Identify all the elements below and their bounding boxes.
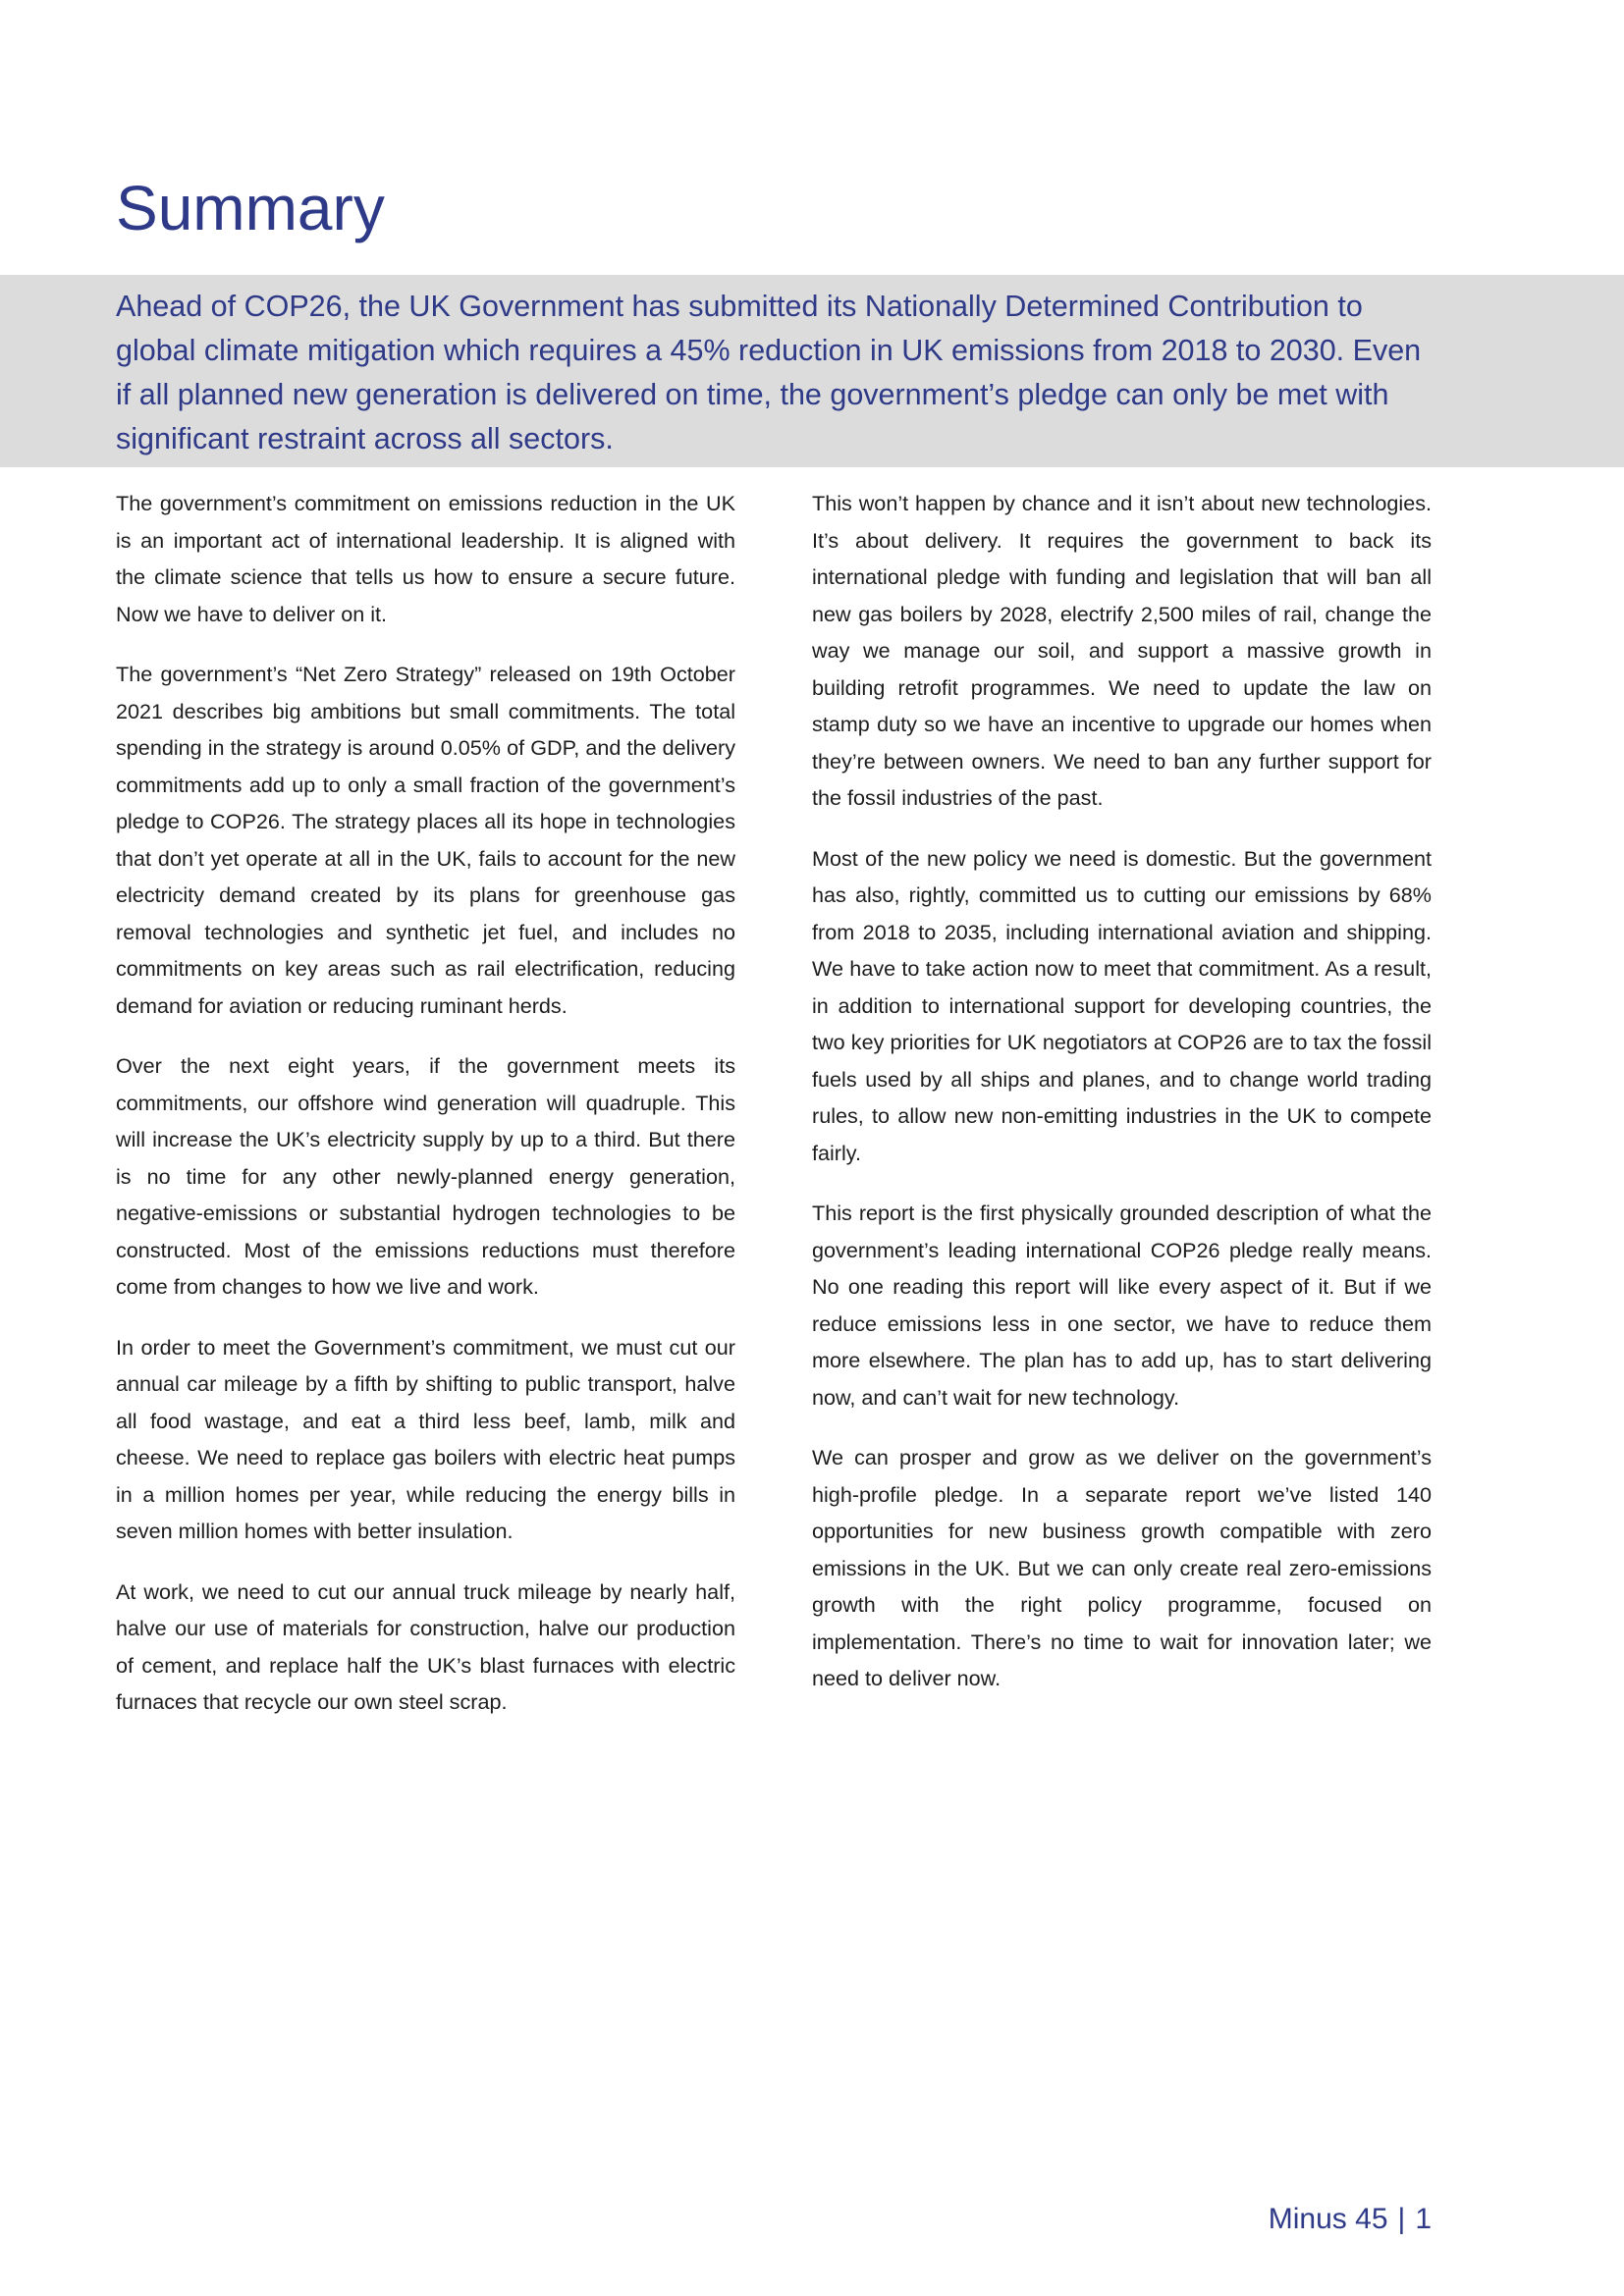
- left-column: [116, 485, 735, 1744]
- footer-separator: |: [1397, 2203, 1406, 2235]
- body-paragraph: Most of the new policy we need is domestic. But the government has also, rightly, committed us to cutting our emissions by 68% from 2018 to 2035, including international aviation and shipping. We have to take action now to meet that commitment. As a result, in addition to international support for developing countries, the two key priorities for UK negotiators at COP26 are to tax the fossil fuels used by all ships and planes, and to change world trading rules, to allow new non-emitting industries in the UK to compete fairly.: [812, 845, 1432, 1165]
- body-paragraph: At work, we need to cut our annual truck mileage by nearly half, halve our use of materials for construction, halve our production of cement, and replace half the UK’s blast furnaces with electric furnaces that recycle our own steel scrap.: [116, 1578, 735, 1714]
- body-paragraph: The government’s “Net Zero Strategy” released on 19th October 2021 describes big ambitions but small commitments. The total spending in the strategy is around 0.05% of GDP, and the delivery commitments add up to only a small fraction of the government’s pledge to COP26. The strategy places all its hope in technologies that don’t yet operate at all in the UK, fails to account for the new electricity demand created by its plans for greenhouse gas removal technologies and synthetic jet fuel, and includes no commitments on key areas such as rail electrification, reducing demand for aviation or reducing ruminant herds.: [116, 662, 735, 1018]
- body-paragraph: This won’t happen by chance and it isn’t about new technologies. It’s about delivery. It requires the government to back its international pledge with funding and legislation that will ban all new gas boilers by 2028, electrify 2,500 miles of rail, change the way we manage our soil, and support a massive growth in building retrofit programmes. We need to update the law on stamp duty so we have an incentive to upgrade our homes when they’re between owners. We need to ban any further support for the fossil industries of the past.: [812, 491, 1432, 810]
- publication-name: Minus 45: [1268, 2203, 1388, 2235]
- intro-summary: Ahead of COP26, the UK Government has submitted its Nationally Determined Contribution to global climate mitigation which requires a 45% reduction in UK emissions from 2018 to 2030. Even if all planned new generation is delivered on time, the government’s pledge can only be met with significant restraint across all sectors.: [116, 290, 1422, 455]
- page-title: Summary: [116, 173, 385, 243]
- right-column: [812, 485, 1432, 1721]
- body-paragraph: Over the next eight years, if the government meets its commitments, our offshore wind generation will quadruple. This will increase the UK’s electricity supply by up to a third. But there is no time for any other newly-planned energy generation, negative-emissions or substantial hydrogen technologies to be constructed. Most of the emissions reductions must therefore come from changes to how we live and work.: [116, 1053, 735, 1299]
- body-paragraph: In order to meet the Government’s commitment, we must cut our annual car mileage by a fifth by shifting to public transport, halve all food wastage, and eat a third less beef, lamb, milk and cheese. We need to replace gas boilers with electric heat pumps in a million homes per year, while reducing the energy bills in seven million homes with better insulation.: [116, 1334, 735, 1543]
- page-number: 1: [1415, 2203, 1432, 2235]
- body-paragraph: The government’s commitment on emissions reduction in the UK is an important act of international leadership. It is aligned with the climate science that tells us how to ensure a secure future. Now we have to deliver on it.: [116, 491, 735, 626]
- body-paragraph: This report is the first physically grounded description of what the government’s leading international COP26 pledge really means. No one reading this report will like every aspect of it. But if we reduce emissions less in one sector, we have to reduce them more elsewhere. The plan has to add up, has to start delivering now, and can’t wait for new technology.: [812, 1201, 1432, 1410]
- page-footer: [1269, 2203, 1432, 2236]
- body-paragraph: We can prosper and grow as we deliver on the government’s high-profile pledge. In a separate report we’ve listed 140 opportunities for new business growth compatible with zero emissions in the UK. But we can only create real zero-emissions growth with the right policy programme, focused on implementation. There’s no time to wait for innovation later; we need to deliver now.: [812, 1445, 1432, 1690]
